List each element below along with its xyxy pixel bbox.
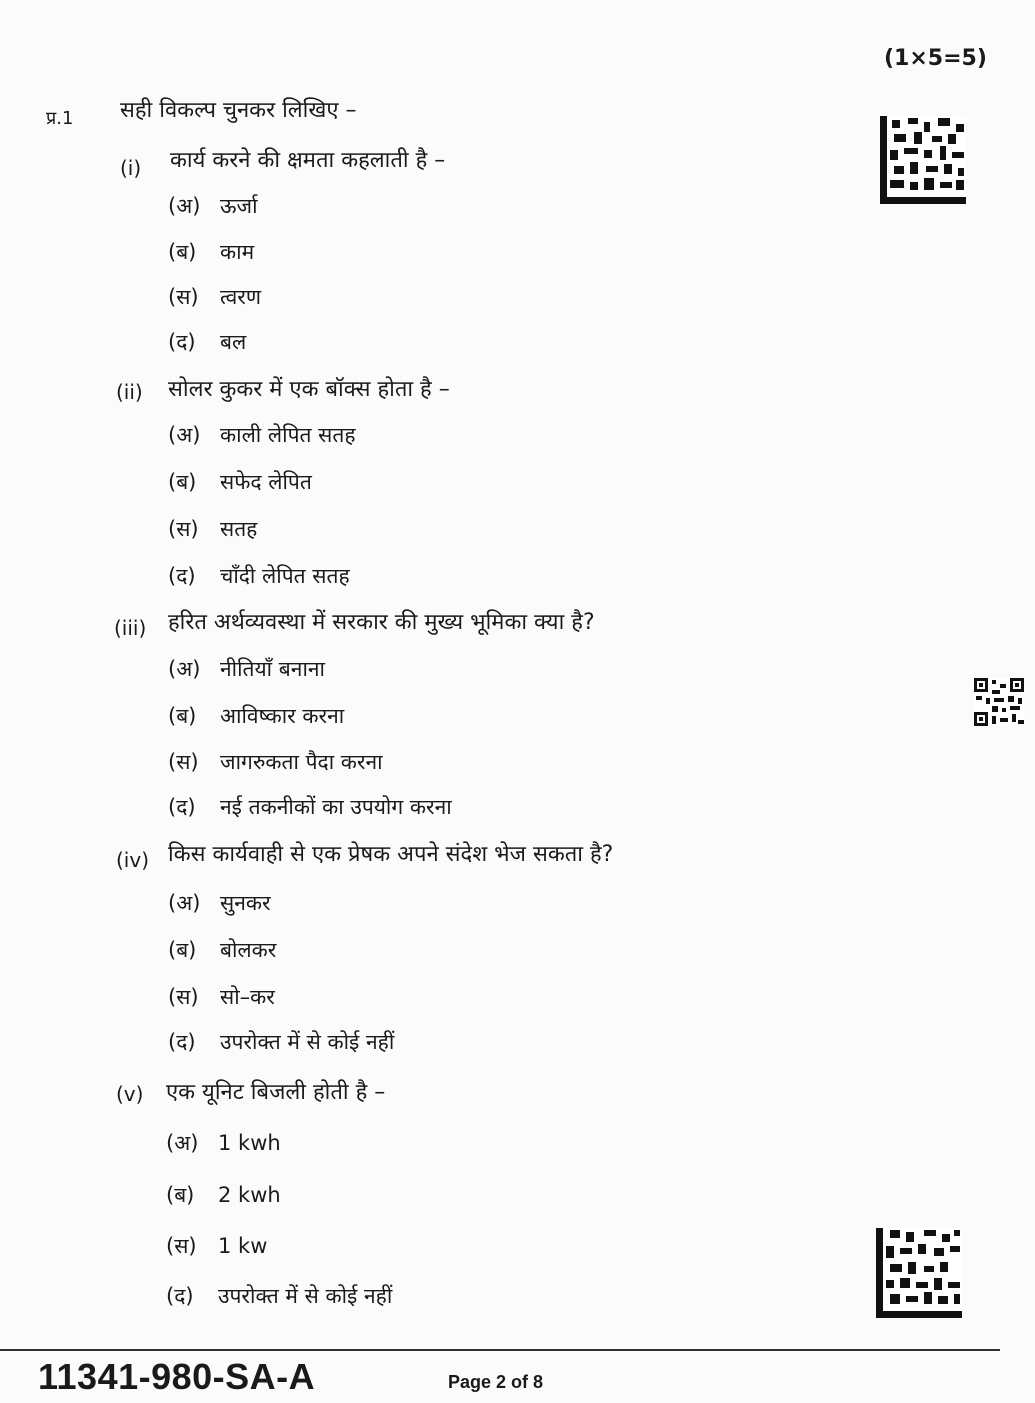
sub-question-number: (v) bbox=[116, 1082, 144, 1106]
sub-question-text: हरित अर्थव्यवस्था में सरकार की मुख्य भूमिका क्या है? bbox=[168, 610, 595, 635]
option-label: (द) bbox=[166, 1284, 194, 1308]
sub-question-number: (ii) bbox=[116, 380, 143, 404]
option bbox=[168, 192, 258, 220]
option-label: (अ) bbox=[166, 1131, 199, 1155]
option-label: (ब) bbox=[168, 938, 197, 962]
question-heading: सही विकल्प चुनकर लिखिए – bbox=[120, 98, 357, 123]
option-text: काम bbox=[220, 240, 255, 264]
option bbox=[168, 702, 344, 730]
option-text: आविष्कार करना bbox=[220, 704, 345, 728]
option-label: (द) bbox=[168, 1030, 196, 1054]
sub-question-text: कार्य करने की क्षमता कहलाती है – bbox=[170, 148, 446, 173]
option-label: (स) bbox=[168, 517, 199, 541]
option-label: (ब) bbox=[168, 240, 197, 264]
option-label: (स) bbox=[168, 285, 199, 309]
sub-question-number: (iv) bbox=[116, 848, 149, 872]
option-text: उपरोक्त में से कोई नहीं bbox=[220, 1030, 395, 1054]
option-text: बोलकर bbox=[220, 938, 277, 962]
option-text: 1 kwh bbox=[218, 1131, 281, 1155]
sub-question-number: (iii) bbox=[114, 616, 147, 640]
sub-question-text: एक यूनिट बिजली होती है – bbox=[166, 1080, 386, 1105]
paper-code: 11341-980-SA-A bbox=[38, 1356, 316, 1397]
option bbox=[168, 515, 257, 543]
marks-allotment: (1×5=5) bbox=[884, 46, 987, 71]
option bbox=[166, 1181, 281, 1209]
option bbox=[168, 936, 276, 964]
option-text: ऊर्जा bbox=[220, 194, 258, 218]
option-label: (द) bbox=[168, 795, 196, 819]
option bbox=[168, 421, 356, 449]
option-text: नीतियाँ बनाना bbox=[220, 657, 325, 681]
option-label: (द) bbox=[168, 564, 196, 588]
option-text: जागरुकता पैदा करना bbox=[220, 750, 383, 774]
datamatrix-code-bottom bbox=[876, 1228, 962, 1318]
option-text: काली लेपित सतह bbox=[220, 423, 356, 447]
option-text: 2 kwh bbox=[218, 1183, 281, 1207]
option bbox=[168, 328, 246, 356]
option-text: त्वरण bbox=[220, 285, 262, 309]
option-label: (अ) bbox=[168, 194, 201, 218]
option bbox=[166, 1282, 392, 1310]
option-label: (स) bbox=[166, 1234, 197, 1258]
option bbox=[168, 283, 261, 311]
sub-question-text: किस कार्यवाही से एक प्रेषक अपने संदेश भेज सकता है? bbox=[168, 842, 614, 867]
option-text: चाँदी लेपित सतह bbox=[220, 564, 350, 588]
question-number: प्र.1 bbox=[46, 108, 74, 129]
footer-rule bbox=[0, 1349, 1000, 1351]
option-text: नई तकनीकों का उपयोग करना bbox=[220, 795, 452, 819]
option bbox=[166, 1129, 281, 1157]
option-text: उपरोक्त में से कोई नहीं bbox=[218, 1284, 393, 1308]
option-label: (अ) bbox=[168, 423, 201, 447]
page-number: Page 2 of 8 bbox=[448, 1372, 544, 1392]
option-label: (ब) bbox=[168, 704, 197, 728]
sub-question-number: (i) bbox=[120, 156, 142, 180]
option bbox=[168, 238, 254, 266]
option-text: बल bbox=[220, 330, 247, 354]
option bbox=[166, 1232, 267, 1260]
option bbox=[168, 748, 383, 776]
option-label: (स) bbox=[168, 985, 199, 1009]
sub-question-text: सोलर कुकर में एक बॉक्स होता है – bbox=[168, 377, 450, 402]
option bbox=[168, 468, 312, 496]
option-label: (अ) bbox=[168, 891, 201, 915]
option-label: (द) bbox=[168, 330, 196, 354]
option-label: (अ) bbox=[168, 657, 201, 681]
option-text: सो–कर bbox=[220, 985, 275, 1009]
option bbox=[168, 1028, 394, 1056]
option bbox=[168, 889, 271, 917]
option-label: (ब) bbox=[166, 1183, 195, 1207]
qr-code bbox=[974, 678, 1024, 726]
option-label: (ब) bbox=[168, 470, 197, 494]
option bbox=[168, 562, 350, 590]
option-text: सतह bbox=[220, 517, 258, 541]
option-text: सफेद लेपित bbox=[220, 470, 312, 494]
option-text: 1 kw bbox=[218, 1234, 268, 1258]
option-label: (स) bbox=[168, 750, 199, 774]
option bbox=[168, 983, 275, 1011]
option bbox=[168, 655, 325, 683]
option bbox=[168, 793, 452, 821]
datamatrix-code-top bbox=[880, 116, 966, 204]
option-text: सुनकर bbox=[220, 891, 271, 915]
